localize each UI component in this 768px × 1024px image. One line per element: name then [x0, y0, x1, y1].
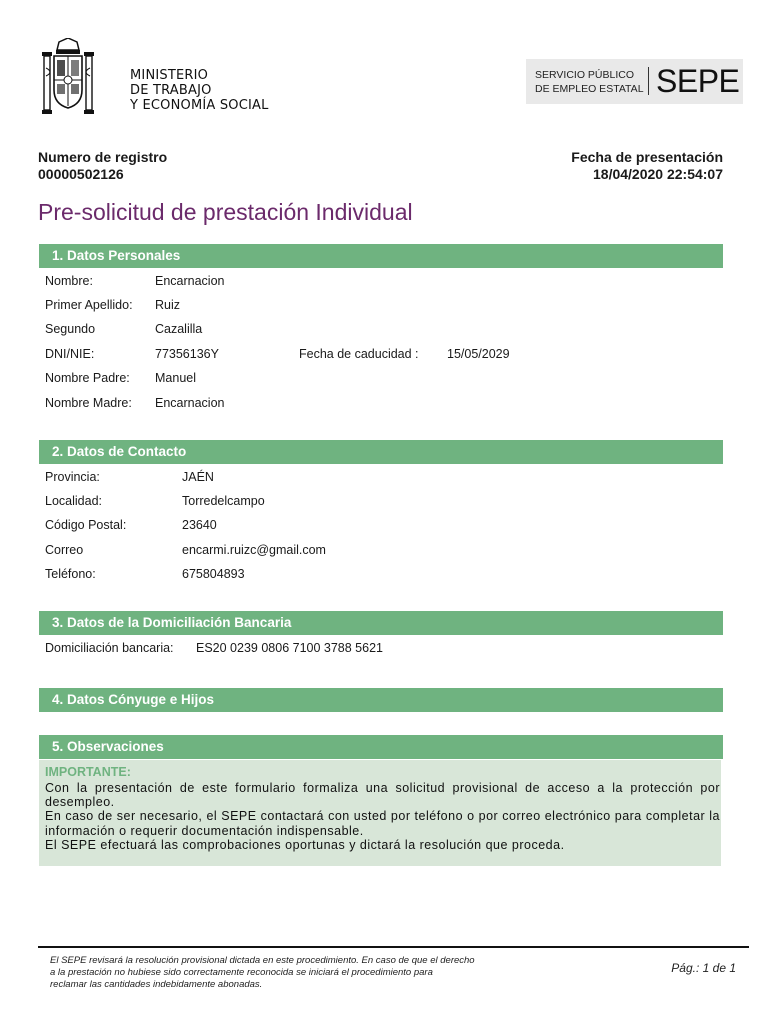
apellido1-value: Ruiz — [155, 298, 181, 312]
obs-paragraph-1: Con la presentación de este formulario formaliza una solicitud provisional de acceso a la protección por desempleo. — [45, 781, 720, 810]
section-personales-header: 1. Datos Personales — [39, 244, 723, 268]
page-number: Pág.: 1 de 1 — [671, 961, 736, 975]
fecha-label: Fecha de presentación — [571, 149, 723, 165]
bancaria-label: Domiciliación bancaria: — [45, 641, 174, 655]
footer-note-line-2: a la prestación no hubiese sido correctamente reconocida se iniciará el procedimiento para — [50, 967, 433, 978]
apellido1-label: Primer Apellido: — [45, 298, 133, 312]
localidad-value: Torredelcampo — [182, 494, 265, 508]
fecha-block — [571, 149, 723, 183]
cp-label: Código Postal: — [45, 518, 127, 532]
page-title: Pre-solicitud de prestación Individual — [38, 199, 413, 225]
registro-label: Numero de registro — [38, 149, 168, 165]
dni-value: 77356136Y — [155, 347, 219, 361]
section-bancaria-header: 3. Datos de la Domiciliación Bancaria — [39, 611, 723, 635]
section-conyuge-header: 4. Datos Cónyuge e Hijos — [39, 688, 723, 712]
footer-note — [50, 955, 575, 991]
fecha-value: 18/04/2020 22:54:07 — [593, 166, 723, 182]
ministry-name — [130, 68, 269, 113]
footer-divider — [38, 946, 749, 948]
sepe-wordmark: SEPE — [656, 63, 740, 99]
provincia-value: JAÉN — [182, 470, 214, 484]
madre-value: Encarnacion — [155, 396, 225, 410]
ministry-line-1: MINISTERIO — [130, 68, 209, 83]
footer-note-line-3: reclamar las cantidades indebidamente abonadas. — [50, 979, 263, 990]
padre-label: Nombre Padre: — [45, 371, 130, 385]
section-contacto-header: 2. Datos de Contacto — [39, 440, 723, 464]
sepe-line-2: DE EMPLEO ESTATAL — [535, 83, 644, 95]
apellido2-label: Segundo — [45, 322, 96, 336]
nombre-label: Nombre: — [45, 274, 93, 288]
sepe-logo — [526, 59, 743, 104]
obs-paragraph-2: En caso de ser necesario, el SEPE contactará con usted por teléfono o por correo electrónico para completar la información o requerir documentación indispensable. — [45, 809, 720, 838]
telefono-value: 675804893 — [182, 567, 245, 581]
registro-value: 00000502126 — [38, 166, 124, 182]
provincia-label: Provincia: — [45, 470, 100, 484]
localidad-label: Localidad: — [45, 494, 102, 508]
padre-value: Manuel — [155, 371, 196, 385]
observaciones-text — [45, 781, 720, 852]
ministry-logo — [42, 38, 292, 118]
caducidad-value: 15/05/2029 — [447, 347, 510, 361]
nombre-value: Encarnacion — [155, 274, 225, 288]
apellido2-value: Cazalilla — [155, 322, 203, 336]
correo-label: Correo — [45, 543, 84, 557]
important-label: IMPORTANTE: — [45, 765, 131, 779]
obs-paragraph-3: El SEPE efectuará las comprobaciones oportunas y dictará la resolución que proceda. — [45, 837, 565, 852]
section-observaciones-header: 5. Observaciones — [39, 735, 723, 759]
cp-value: 23640 — [182, 518, 217, 532]
sepe-divider — [648, 67, 649, 95]
dni-label: DNI/NIE: — [45, 347, 95, 361]
footer-note-line-1: El SEPE revisará la resolución provisional dictada en este procedimiento. En caso de que el derecho — [50, 955, 475, 966]
caducidad-label: Fecha de caducidad : — [299, 347, 419, 361]
coat-of-arms-icon — [42, 38, 94, 116]
madre-label: Nombre Madre: — [45, 396, 132, 410]
bancaria-value: ES20 0239 0806 7100 3788 5621 — [196, 641, 383, 655]
telefono-label: Teléfono: — [45, 567, 96, 581]
sepe-line-1: SERVICIO PÚBLICO — [535, 69, 635, 81]
registro-block — [38, 149, 167, 183]
correo-value: encarmi.ruizc@gmail.com — [182, 543, 326, 557]
ministry-line-2: DE TRABAJO — [130, 83, 212, 98]
ministry-line-3: Y ECONOMÍA SOCIAL — [130, 98, 269, 113]
